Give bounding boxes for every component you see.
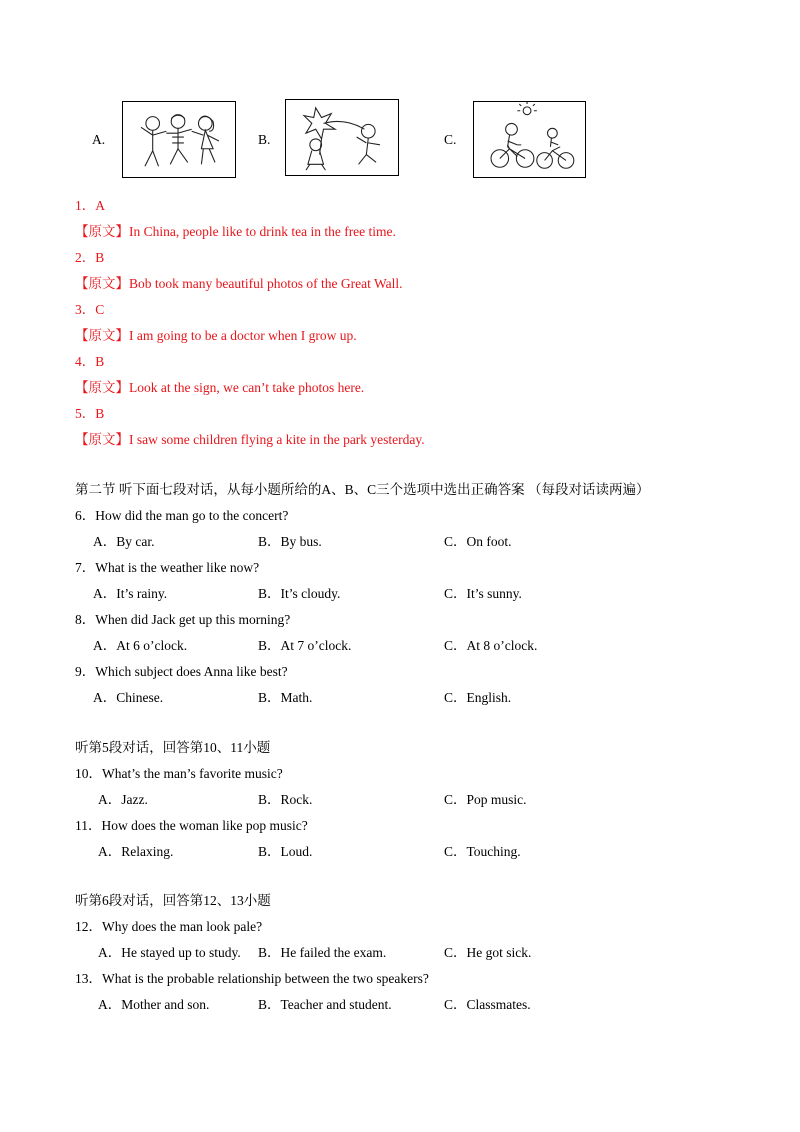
option-b: B．Teacher and student. bbox=[258, 997, 392, 1012]
transcript-5 bbox=[75, 428, 425, 448]
option-a: A．It’s rainy. bbox=[93, 586, 168, 601]
option-b: B．By bus. bbox=[258, 534, 322, 549]
question-13: 13．What is the probable relationship between the two speakers? bbox=[75, 971, 429, 986]
answer-5: 5．B bbox=[75, 406, 105, 421]
option-a: A．He stayed up to study. bbox=[98, 945, 241, 960]
option-b: B．He failed the exam. bbox=[258, 945, 387, 960]
option-b: B．At 7 o’clock. bbox=[258, 638, 352, 653]
option-c: C．At 8 o’clock. bbox=[444, 638, 538, 653]
option-a: A．Chinese. bbox=[93, 690, 164, 705]
transcript-1 bbox=[75, 220, 396, 240]
question-8: 8．When did Jack get up this morning? bbox=[75, 612, 291, 627]
option-b: B．It’s cloudy. bbox=[258, 586, 341, 601]
option-b: B．Rock. bbox=[258, 792, 313, 807]
question-11: 11．How does the woman like pop music? bbox=[75, 818, 308, 833]
option-b-label: B. bbox=[258, 132, 271, 147]
option-a: A．Jazz. bbox=[98, 792, 148, 807]
option-b: B．Loud. bbox=[258, 844, 313, 859]
option-c: C．It’s sunny. bbox=[444, 586, 522, 601]
question-6: 6．How did the man go to the concert? bbox=[75, 508, 289, 523]
transcript-text: Look at the sign, we can’t take photos here. bbox=[129, 380, 365, 395]
transcript-text: I saw some children flying a kite in the park yesterday. bbox=[129, 432, 425, 447]
picture-children-dancing bbox=[122, 101, 236, 178]
transcript-label: 【原文】 bbox=[75, 224, 129, 239]
picture-children-flying-kite bbox=[285, 99, 399, 176]
transcript-text: I am going to be a doctor when I grow up. bbox=[129, 328, 357, 343]
question-9: 9．Which subject does Anna like best? bbox=[75, 664, 288, 679]
option-c-label: C. bbox=[444, 132, 457, 147]
option-a: A．By car. bbox=[93, 534, 155, 549]
transcript-4 bbox=[75, 376, 364, 396]
option-c: C．Touching. bbox=[444, 844, 521, 859]
option-c: C．On foot. bbox=[444, 534, 512, 549]
transcript-text: Bob took many beautiful photos of the Great Wall. bbox=[129, 276, 403, 291]
transcript-2 bbox=[75, 272, 403, 292]
answer-1: 1．A bbox=[75, 198, 105, 213]
section-heading: 第二节 听下面七段对话，从每小题所给的A、B、C三个选项中选出正确答案 （每段对话读两遍） bbox=[75, 482, 650, 497]
transcript-label: 【原文】 bbox=[75, 432, 129, 447]
option-c: C．English. bbox=[444, 690, 512, 705]
transcript-label: 【原文】 bbox=[75, 328, 129, 343]
option-c: C．Pop music. bbox=[444, 792, 527, 807]
question-7: 7．What is the weather like now? bbox=[75, 560, 260, 575]
answer-2: 2．B bbox=[75, 250, 105, 265]
answer-4: 4．B bbox=[75, 354, 105, 369]
dialog-6-heading: 听第6段对话，回答第12、13小题 bbox=[75, 893, 271, 908]
option-c: C．Classmates. bbox=[444, 997, 531, 1012]
option-c: C．He got sick. bbox=[444, 945, 532, 960]
picture-children-cycling bbox=[473, 101, 586, 178]
option-a: A．At 6 o’clock. bbox=[93, 638, 188, 653]
option-a-label: A. bbox=[92, 132, 106, 147]
transcript-text: In China, people like to drink tea in the free time. bbox=[129, 224, 396, 239]
dialog-5-heading: 听第5段对话，回答第10、11小题 bbox=[75, 740, 271, 755]
option-a: A．Mother and son. bbox=[98, 997, 210, 1012]
transcript-label: 【原文】 bbox=[75, 276, 129, 291]
option-a: A．Relaxing. bbox=[98, 844, 174, 859]
question-12: 12．Why does the man look pale? bbox=[75, 919, 263, 934]
answer-3: 3．C bbox=[75, 302, 105, 317]
transcript-3 bbox=[75, 324, 357, 344]
option-b: B．Math. bbox=[258, 690, 313, 705]
transcript-label: 【原文】 bbox=[75, 380, 129, 395]
question-10: 10．What’s the man’s favorite music? bbox=[75, 766, 283, 781]
